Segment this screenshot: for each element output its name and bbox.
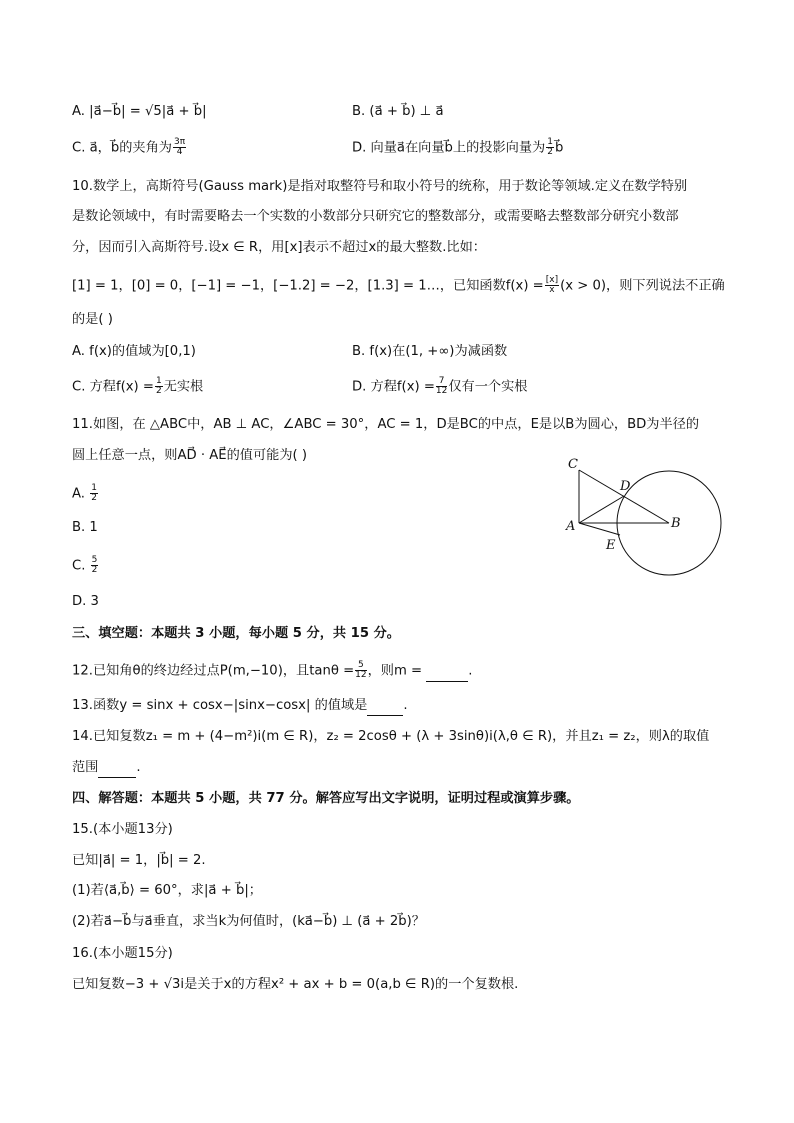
q10-option-d: D. 方程f(x) = $\frac{7}{12}$ 仅有一个实根	[352, 376, 528, 396]
q10-option-c: C. 方程f(x) = $\frac{1}{2}$ 无实根	[72, 376, 204, 396]
answer-blank[interactable]	[426, 681, 468, 682]
q10-line5: 的是( )	[72, 312, 113, 327]
answer-blank[interactable]	[98, 777, 136, 778]
label-d: D	[620, 479, 631, 494]
q11-option-c: C. $\frac{5}{2}$	[72, 555, 98, 575]
label-a: A	[566, 519, 576, 534]
fraction: $\frac{3\pi}{4}$	[173, 137, 186, 157]
q11-option-d: D. 3	[72, 594, 99, 609]
q9-option-a: A. |a⃗−b⃗| = √5|a⃗ + b⃗|	[72, 104, 207, 119]
q11-line1: 11.如图，在 △ABC中，AB ⊥ AC，∠ABC = 30°，AC = 1，D是BC的中点，E是以B为圆心，BD为半径的	[72, 417, 700, 432]
q15-part2: (2)若a⃗−b⃗与a⃗垂直，求当k为何值时，(ka⃗−b⃗) ⊥ (a⃗ + 2b⃗)？	[72, 914, 425, 929]
q9-option-b: B. (a⃗ + b⃗) ⊥ a⃗	[352, 104, 444, 119]
segment-ae	[579, 523, 620, 535]
q15-given: 已知|a⃗| = 1，|b⃗| = 2.	[72, 853, 206, 868]
q16-heading: 16.(本小题15分)	[72, 946, 173, 961]
fraction: $\frac{[x]}{x}$	[545, 275, 559, 295]
q11-line2: 圆上任意一点，则AD⃗ · AE⃗的值可能为( )	[72, 448, 308, 463]
fraction: $\frac{1}{2}$	[155, 376, 162, 396]
q10-line1: 10.数学上，高斯符号(Gauss mark)是指对取整符号和取小符号的统称，用于数论等领域.定义在数学特别	[72, 179, 688, 194]
label-c: C	[568, 457, 578, 472]
q10-option-b: B. f(x)在(1, +∞)为减函数	[352, 344, 508, 359]
answer-blank[interactable]	[367, 715, 403, 716]
q13-line: 13.函数y = sinx + cosx−|sinx−cosx| 的值域是 .	[72, 696, 408, 716]
fraction: $\frac{5}{12}$	[355, 660, 367, 680]
q10-line2: 是数论领域中，有时需要略去一个实数的小数部分只研究它的整数部分，或需要略去整数部分研究小数部	[72, 209, 679, 224]
q11-option-b: B. 1	[72, 520, 98, 535]
q16-line1: 已知复数−3 + √3i是关于x的方程x² + ax + b = 0(a,b ∈ R)的一个复数根.	[72, 977, 519, 992]
fraction: $\frac{7}{12}$	[435, 376, 448, 396]
q9-option-c: C. a⃗，b⃗的夹角为 $\frac{3\pi}{4}$	[72, 137, 186, 157]
q11-option-a: A. $\frac{1}{2}$	[72, 483, 97, 503]
q9-option-d: D. 向量a⃗在向量b⃗上的投影向量为 $\frac{1}{2}$ b⃗	[352, 137, 564, 157]
fraction: $\frac{1}{2}$	[547, 137, 553, 157]
q15-heading: 15.(本小题13分)	[72, 822, 173, 837]
q12-line: 12.已知角θ的终边经过点P(m,−10)，且tanθ = $\frac{5}{12}$ ，则m = .	[72, 660, 473, 680]
label-e: E	[606, 538, 616, 553]
triangle-circle-figure	[560, 452, 730, 584]
q15-part1: (1)若⟨a⃗,b⃗⟩ = 60°，求|a⃗ + b⃗|；	[72, 883, 262, 898]
section-3-heading: 三、填空题：本题共 3 小题，每小题 5 分，共 15 分。	[72, 626, 400, 641]
q10-line3: 分，因而引入高斯符号.设x ∈ R，用[x]表示不超过x的最大整数.比如：	[72, 240, 486, 255]
section-4-heading: 四、解答题：本题共 5 小题，共 77 分。解答应写出文字说明，证明过程或演算步骤。	[72, 791, 580, 806]
fraction: $\frac{1}{2}$	[91, 483, 97, 503]
label-b: B	[671, 516, 681, 531]
q10-line4: [1] = 1，[0] = 0，[−1] = −1，[−1.2] = −2，[1.3] = 1…，已知函数f(x) = $\frac{[x]}{x}$ (x > 0)，则下列说法不正确	[72, 275, 725, 295]
q14-line2: 范围 .	[72, 758, 141, 778]
fraction: $\frac{5}{2}$	[91, 555, 98, 575]
q10-option-a: A. f(x)的值域为[0,1)	[72, 344, 196, 359]
q14-line1: 14.已知复数z₁ = m + (4−m²)i(m ∈ R)，z₂ = 2cosθ + (λ + 3sinθ)i(λ,θ ∈ R)，并且z₁ = z₂，则λ的取值	[72, 729, 710, 744]
